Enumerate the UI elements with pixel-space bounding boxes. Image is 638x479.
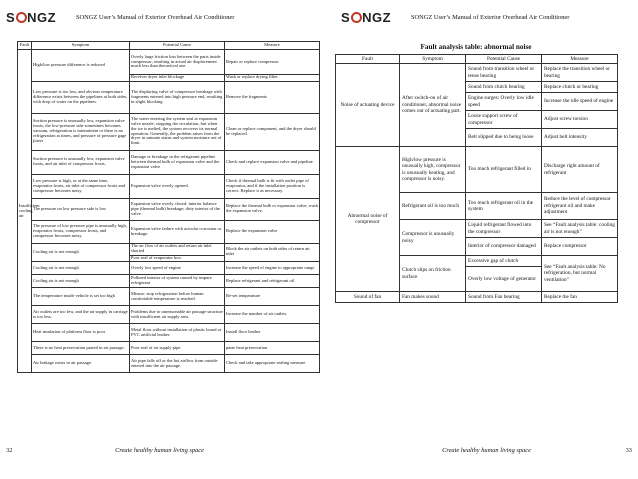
symptom-cell: Low pressure is too low, and obvious temperature difference exists between the pipelines at both sides, with drop of water on the pipelines.	[32, 81, 130, 113]
measure-cell: Replace refrigerant and refrigerant oil	[225, 275, 320, 288]
column-header: Potential Cause	[466, 55, 542, 64]
table-row	[18, 324, 320, 342]
header-title: SONGZ User’s Manual of Exterior Overhead Air Conditioner	[411, 13, 570, 21]
brand-logo: S NGZ	[6, 9, 57, 25]
cause-cell: Air pipe falls off or the hot airflow from outside entered into the air passage.	[130, 355, 225, 373]
table-row	[18, 342, 320, 355]
cause-cell: Interior of compressor damaged	[466, 238, 542, 256]
cause-cell: Polluted interior of system caused by impure refrigerant	[130, 275, 225, 288]
page-number: 32	[6, 447, 13, 454]
symptom-cell: Air leakage exists in air passage.	[32, 355, 130, 373]
table-row	[18, 150, 320, 174]
table-row	[18, 243, 320, 255]
noise-fault-table	[335, 54, 618, 303]
symptom-cell: Clutch slips on friction surface	[400, 256, 466, 292]
cause-cell: Overly large friction loss between the parts inside compressor, resulting in actual air displacement much less than theoretical one	[130, 50, 225, 75]
table-row	[18, 220, 320, 243]
measure-cell: Adjust screw torsion	[542, 111, 618, 129]
table-row	[18, 355, 320, 373]
measure-cell: See “Fault analysis table: cooling air is not enough”	[542, 220, 618, 238]
measure-cell: Replace clutch or bearing	[542, 82, 618, 93]
cause-cell: Overly low speed of engine	[130, 262, 225, 275]
footer-slogan: Create healthy human living space	[115, 447, 204, 454]
cause-cell: Loose support screw of compressor	[466, 111, 542, 129]
measure-cell: Re-set temperature	[225, 288, 320, 306]
measure-cell: Replace compressor	[542, 238, 618, 256]
symptom-cell: Fan makes sound	[400, 292, 466, 303]
measure-cell: Remove the fragments	[225, 81, 320, 113]
measure-cell: Check if thermal bulb is fit with outlet pipe of evaporator, and if the installation position is correct. Replace it as necessary.	[225, 174, 320, 198]
brand-logo: S NGZ	[341, 9, 392, 25]
cause-cell: Misuse: stop refrigeration before human comfortable temperature is reached	[130, 288, 225, 306]
measure-cell: Increase the idle speed of engine	[542, 93, 618, 111]
cause-cell: Too much refrigerant filled in	[466, 147, 542, 193]
column-header: Measure	[225, 42, 320, 50]
table-title: Fault analysis table: abnormal noise	[420, 43, 532, 51]
symptom-cell: Refrigerant oil is too much	[400, 193, 466, 220]
right-footer	[325, 447, 632, 457]
table-row	[18, 262, 320, 275]
cause-cell: Sound from clutch bearing	[466, 82, 542, 93]
table-header-row	[18, 42, 320, 50]
cooling-fault-table	[17, 41, 320, 373]
measure-cell: Increase the number of air outlets	[225, 306, 320, 324]
table-row	[18, 174, 320, 198]
cause-cell: Damage or breakage in the refrigerant pipeline between thermal bulb of expansion valve and the expansion valve	[130, 150, 225, 174]
fault-cell: Insufficient cooling air	[18, 50, 32, 373]
measure-cell: paste heat preservation	[225, 342, 320, 355]
symptom-cell: Suction pressure is unusually low, expansion valve frosts, the low-pressure side sometimes becomes vacuum, refrigeration is intermittent or there is no refrigeration at times, and pressure of pressure gage jitters	[32, 113, 130, 150]
symptom-cell: Cooling air is not enough	[32, 275, 130, 288]
table-row	[18, 81, 320, 113]
measure-cell: Discharge right amount of refrigerant	[542, 147, 618, 193]
measure-cell: Replace the transition wheel or bearing	[542, 64, 618, 82]
measure-cell: Clean or replace component, and the dryer should be replaced.	[225, 113, 320, 150]
measure-cell: Replace the expansion valve	[225, 220, 320, 243]
measure-cell: Check and take appropriate sealing measure	[225, 355, 320, 373]
column-header: Symptom	[32, 42, 130, 50]
symptom-cell: The pressure of low pressure pipe is unusually high, evaporator frosts, compressor frosts, and compressor becomes noisy.	[32, 220, 130, 243]
symptom-cell: After switch-on of air conditioner, abnormal noise comes out of actuating part.	[400, 64, 466, 147]
symptom-cell: Low pressure is high, or at the same time, evaporator frosts, air inlet of compressor frosts and compressor becomes noisy.	[32, 174, 130, 198]
symptom-cell: Heat insulation of platform floor is poor	[32, 324, 130, 342]
cause-cell: Poor seal of air supply pipe.	[130, 342, 225, 355]
symptom-cell: Suction pressure is unusually low, expansion valve frosts, and air inlet of compressor frosts.	[32, 150, 130, 174]
cause-cell: Engine surges: Overly low idle speed	[466, 93, 542, 111]
cause-cell: Metal floor without installation of plastic board or PVC artificial leather.	[130, 324, 225, 342]
cause-cell: Belt slipped due to being loose	[466, 129, 542, 147]
cause-cell: Expansion valve failure with acicular corrosion or breakage.	[130, 220, 225, 243]
cause-cell: The water entering the system seal at expansion valve nozzle, stopping the circulation, but when the ice is melted, the system recovers its normal operation. Generally, the problem arises from the dryer in saturate status and system moisture out of limit.	[130, 113, 225, 150]
symptom-cell: High/low pressure difference is reduced	[32, 50, 130, 82]
page-number: 33	[625, 447, 632, 454]
symptom-cell: Cooling air is not enough	[32, 262, 130, 275]
fault-cell: Noise of actuating device	[336, 64, 400, 147]
measure-cell: See “Fault analysis table: No refrigeration, but normal ventilation”	[542, 256, 618, 292]
symptom-cell: There is no heat preservation pasted in air passage.	[32, 342, 130, 355]
table-row	[336, 147, 618, 193]
footer-slogan: Create healthy human living space	[442, 447, 531, 454]
table-row	[18, 288, 320, 306]
cause-cell: Receiver dryer inlet blockage	[130, 75, 225, 82]
header-title: SONGZ User’s Manual of Exterior Overhead Air Conditioner	[76, 13, 235, 21]
symptom-cell: Air outlets are too few, and the air supply in carriage is too less.	[32, 306, 130, 324]
left-header	[6, 9, 313, 25]
measure-cell: Check and replace expansion valve and pipeline	[225, 150, 320, 174]
cause-cell: Excessive gap of clutch	[466, 256, 542, 267]
measure-cell: Adjust belt intensity	[542, 129, 618, 147]
fault-cell: Sound of fan	[336, 292, 400, 303]
cause-cell: The air flow of air outlets and return air inlet shorted	[130, 243, 225, 255]
cause-cell: Overly low voltage of generator	[466, 267, 542, 292]
table-row	[18, 306, 320, 324]
measure-cell: Wash or replace drying filter	[225, 75, 320, 82]
cause-cell: Expansion valve overly closed: interior balance pipe (thermal bulb) breakage; dirty interior of the valve.	[130, 198, 225, 220]
measure-cell: Replace the fan	[542, 292, 618, 303]
measure-cell: Block the air outlets on both sides of return air inlet	[225, 243, 320, 262]
column-header: Fault	[336, 55, 400, 64]
column-header: Potential Cause	[130, 42, 225, 50]
table-row	[18, 113, 320, 150]
cause-cell: The displacing valve of compressor breakage with fragments entered into high pressure end, resulting in slight blocking	[130, 81, 225, 113]
table-row	[18, 50, 320, 75]
table-header-row	[336, 55, 618, 64]
table-row	[336, 292, 618, 303]
measure-cell: Repair or replace compressor	[225, 50, 320, 75]
cause-cell: Too much refrigerant oil in the system	[466, 193, 542, 220]
symptom-cell: Compressor is unusually noisy	[400, 220, 466, 256]
cause-cell: Liquid refrigerant flowed into the compressor	[466, 220, 542, 238]
symptom-cell: The pressure on low pressure side is low	[32, 198, 130, 220]
column-header: Measure	[542, 55, 618, 64]
table-row	[18, 275, 320, 288]
measure-cell: Install floor leather	[225, 324, 320, 342]
cause-cell: Sound from transition wheel or tense bearing	[466, 64, 542, 82]
cause-cell: Sound from Fan bearing	[466, 292, 542, 303]
cause-cell: Problems due to unreasonable air passage structure with insufficient air supply area.	[130, 306, 225, 324]
symptom-cell: The temperature inside vehicle is set too high	[32, 288, 130, 306]
measure-cell: Replace the thermal bulb or expansion valve; wash the expansion valve.	[225, 198, 320, 220]
measure-cell: Increase the speed of engine to appropriate range	[225, 262, 320, 275]
symptom-cell: Cooling air is not enough	[32, 243, 130, 262]
cause-cell: Poor seal of evaporator box.	[130, 255, 225, 262]
column-header: Symptom	[400, 55, 466, 64]
table-row	[336, 64, 618, 82]
left-footer	[6, 447, 313, 457]
symptom-cell: High/low pressure is unusually high, compressor is unusually heating, and compressor is noisy.	[400, 147, 466, 193]
column-header: Fault	[18, 42, 32, 50]
measure-cell: Reduce the level of compressor refrigerant oil and make adjustment	[542, 193, 618, 220]
right-header	[341, 9, 632, 25]
table-row	[18, 198, 320, 220]
cause-cell: Expansion valve overly opened.	[130, 174, 225, 198]
fault-cell: Abnormal noise of compressor	[336, 147, 400, 292]
